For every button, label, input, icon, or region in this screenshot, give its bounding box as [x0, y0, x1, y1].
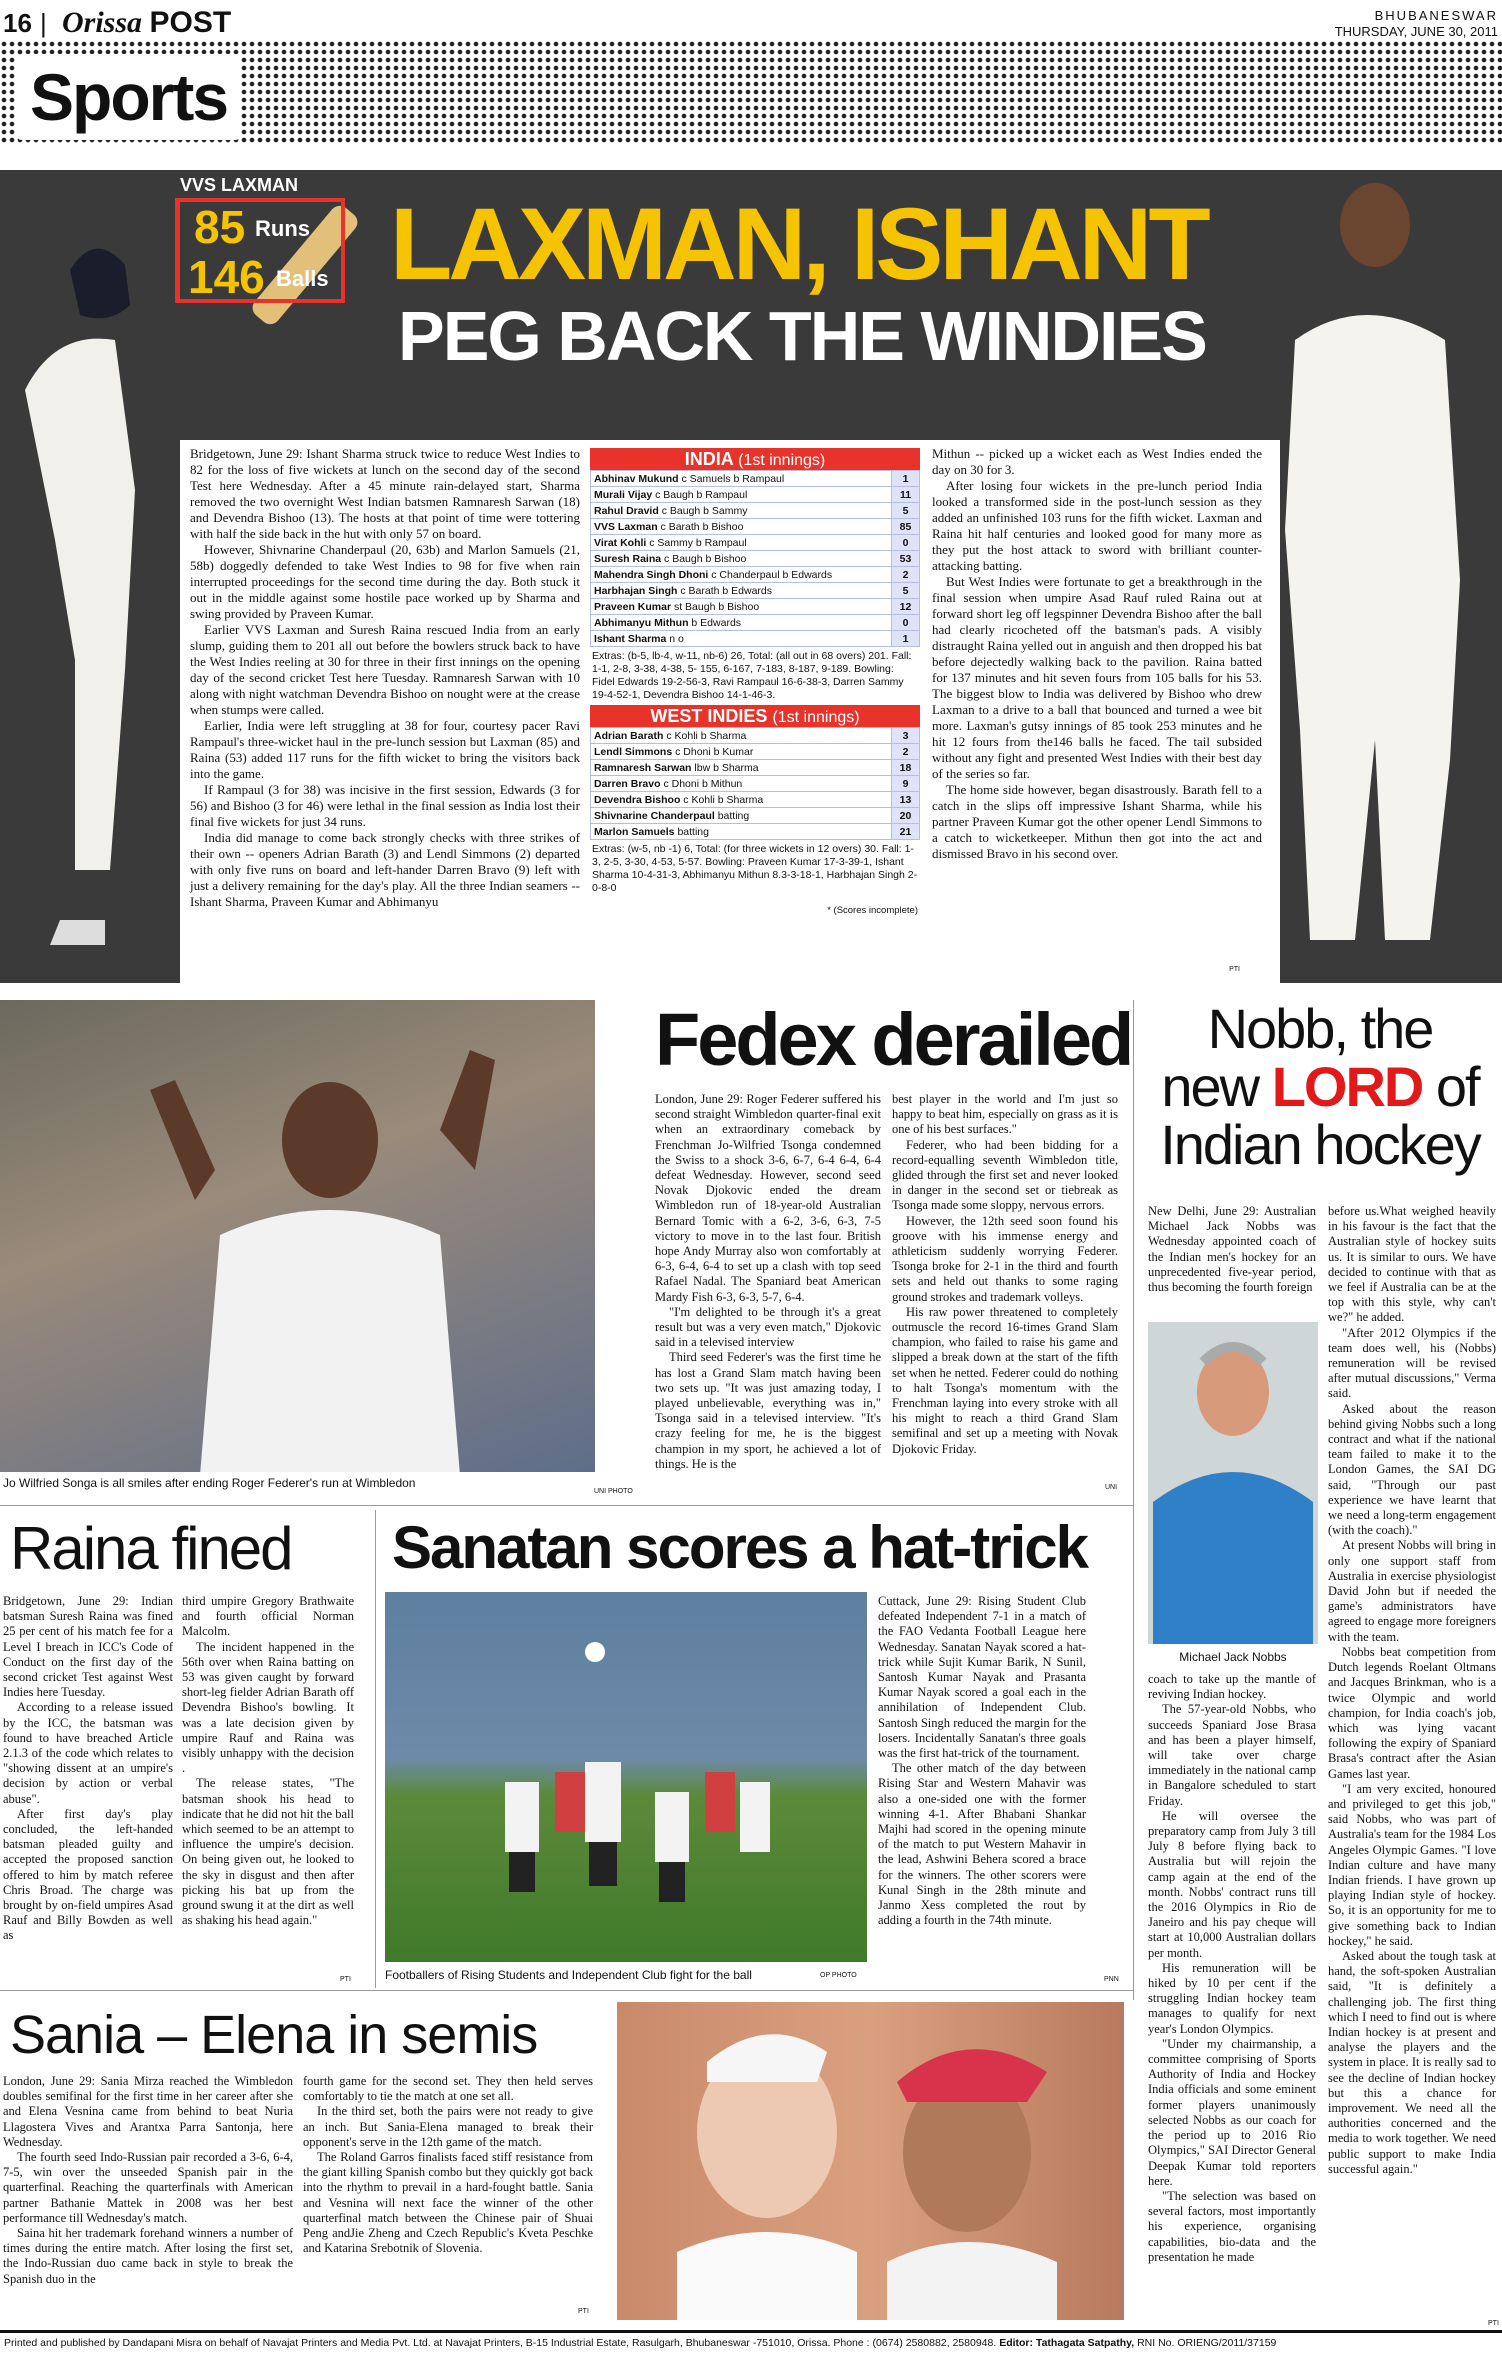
lead-para: If Rampaul (3 for 38) was incisive in the first session, Edwards (3 for 56) and Bishoo (3 for 46) were lethal in the final session as India lost their final five wickets for just 34 runs. [190, 782, 580, 829]
lead-col-1 [190, 446, 580, 910]
india-scorecard-header: INDIA (1st innings) [590, 448, 920, 470]
scorecard-row [591, 728, 920, 744]
header-date: THURSDAY, JUNE 30, 2011 [1334, 24, 1498, 39]
sania-credit: PTI [578, 2308, 589, 2315]
batsman-cell [591, 808, 892, 824]
runs-cell: 53 [892, 551, 920, 567]
nobbs-headline-lord: LORD [1271, 1055, 1423, 1118]
stats-badge [175, 198, 345, 303]
section-title: Sports [16, 54, 241, 140]
batsman-cell [591, 615, 892, 631]
nobbs-para: He will oversee the preparatory camp from July 3 till July 8 before flying back to Australia but will rejoin the camp again at the end of the month. Nobbs' contract runs till the 2016 Olympics in Rio de Janeiro and his pay cheque will start at 10,000 Australian dollars per month. [1148, 1808, 1316, 1960]
dismissal: b Edwards [691, 616, 742, 629]
sanatan-headline: Sanatan scores a hat-trick [392, 1514, 1087, 1581]
nobbs-headline-line-3: Indian hockey [1160, 1113, 1480, 1176]
scores-incomplete-note: * (Scores incomplete) [827, 905, 918, 916]
batsman-name: VVS Laxman [594, 520, 658, 533]
batsman-cell [591, 728, 892, 744]
nobbs-credit: PTI [1488, 2320, 1499, 2327]
runs-cell: 2 [892, 567, 920, 583]
raina-para: After first day's play concluded, the left-handed batsman pleaded guilty and accepted the proposed sanction offered to him by match referee Chris Broad. The charge was brought by on-field umpires Asad Rauf and Billy Bowden as well as [3, 1806, 173, 1943]
scorecard-row [591, 503, 920, 519]
football-photo-credit: OP PHOTO [820, 1972, 857, 1979]
scorecard-row [591, 551, 920, 567]
scorecard-row [591, 471, 920, 487]
runs-cell: 1 [892, 631, 920, 647]
batsman-cell [591, 503, 892, 519]
raina-para: According to a release issued by the ICC, the batsman was found to have breached Article 2.1.3 of the code which relates to "showing dissent at an umpire's decision by action or verbal abuse". [3, 1700, 173, 1806]
dismissal: c Baugh b Bishoo [664, 552, 747, 565]
sanatan-para: The other match of the day between Rising Star and Western Mahavir was also a one-sided one with the former winning 4-1. After Bhabani Shankar Majhi had scored in the opening minute of the match to put Western Mahavir in the lead, Ashwini Behera scored a brace for the winners. The other scorers were Kunal Singh in the 28th minute and Janmo Xess completed the rout by adding a fourth in the 74th minute. [878, 1761, 1086, 1928]
india-scorecard [590, 470, 920, 647]
sania-col-1 [3, 2074, 293, 2287]
nobbs-para: "I am very excited, honoured and privileged to get this job," said Nobbs, who was part of Australia's team for the 1984 Los Angeles Olympic Games. "I love Indian culture and have many Indian friends. I have grown up playing Indian style of hockey. So, it is an opportunity for me to give something back to Indian hockey," he said. [1328, 1781, 1496, 1948]
paper-name-post: POST [149, 6, 232, 39]
paper-name [62, 6, 231, 40]
batsman-cell [591, 567, 892, 583]
nobbs-para: At present Nobbs will bring in only one support staff from Australia in exercise physiologist David John but if needed the game's administrators have agreed to engage more foreigners with the team. [1328, 1538, 1496, 1644]
sania-para: fourth game for the second set. They then held serves comfortably to tie the match at one set all. [303, 2074, 593, 2104]
lead-col-3 [932, 446, 1262, 862]
batsman-name: Shivnarine Chanderpaul [594, 809, 715, 822]
raina-col-1 [3, 1594, 173, 1944]
scorecard-row [591, 567, 920, 583]
dismissal: c Dhoni b Kumar [675, 745, 754, 758]
dismissal: batting [677, 825, 709, 838]
footer-rni: RNI No. ORIENG/2011/37159 [1137, 2337, 1277, 2349]
raina-para: The release states, "The batsman shook his head to indicate that he did not hit the ball which seemed to be an attempt to influence the umpire's decision. On being given out, he looked to the sky in disgust and then after picking his bat up from the ground swung it at the dirt as well as shaking his head again." [182, 1776, 354, 1928]
lead-para: Bridgetown, June 29: Ishant Sharma struck twice to reduce West Indies to 82 for the loss of five wickets at lunch on the second day of the second Test here Wednesday. After a 45 minute rain-delayed start, Sharma removed the two overnight West Indian batsmen Ramnaresh Sarwan (18) and Devendra Bishoo (13). The hosts at that point of time were tottering with half the side back in the hut with only 57 on board. [190, 446, 580, 541]
dismissal: c Baugh b Sammy [661, 504, 748, 517]
ishant-photo [1270, 170, 1500, 980]
fedex-credit: UNI [1105, 1484, 1118, 1491]
runs-cell: 9 [892, 776, 920, 792]
nobbs-para: coach to take up the mantle of reviving Indian hockey. [1148, 1672, 1316, 1702]
raina-col-2 [182, 1594, 354, 1928]
runs-cell: 18 [892, 760, 920, 776]
runs-cell: 0 [892, 615, 920, 631]
dismissal: c Barath b Bishoo [660, 520, 744, 533]
nobbs-para: "The selection was based on several factors, most importantly his experience, organising capabilities, bio-data and the presentation he made [1148, 2188, 1316, 2264]
runs-cell: 12 [892, 599, 920, 615]
batsman-cell [591, 760, 892, 776]
raina-headline: Raina fined [10, 1515, 292, 1582]
batsman-name: Mahendra Singh Dhoni [594, 568, 709, 581]
dismissal: n o [669, 632, 684, 645]
fedex-para: Federer, who had been bidding for a record-equalling seventh Wimbledon title, glided through the first set and never looked in danger in the second set or tiebreak as Tsonga made some sloppy, nervous errors. [892, 1137, 1118, 1213]
batsman-name: Darren Bravo [594, 777, 661, 790]
lead-story [0, 170, 1502, 983]
fedex-para: His raw power threatened to completely outmuscle the record 16-times Grand Slam champion, who failed to raise his game and slipped a break down at the start of the fifth set when he netted. Federer could do nothing to halt Tsonga's momentum with the Frenchman laying into every stroke with all his might to reach a third Grand Slam semifinal and set up a meeting with Novak Djokovic Friday. [892, 1304, 1118, 1456]
batsman-name: Marlon Samuels [594, 825, 675, 838]
lead-para: After losing four wickets in the pre-lunch period India looked a transformed side in the post-lunch session as they added an unfinished 103 runs for the fifth wicket. Laxman and Raina hit half centuries and looked good for many more as they put the host attack to sword with brilliant counter-attacking batting. [932, 478, 1262, 573]
scorecard-row [591, 599, 920, 615]
batsman-name: Abhimanyu Mithun [594, 616, 689, 629]
nobbs-col-2 [1328, 1204, 1496, 2177]
runs-value: 85 [194, 201, 246, 253]
sania-headline: Sania – Elena in semis [10, 2005, 538, 2065]
nobbs-para: before us.What weighed heavily in his favour is the fact that the Australian style of hockey suits us. It is similar to ours. We have decided to continue with that as we feel if Australia can be at the top with this style, why can't we?" he added. [1328, 1204, 1496, 1325]
batsman-name: Lendl Simmons [594, 745, 673, 758]
scorecard [590, 448, 920, 920]
batsman-name: Adrian Barath [594, 729, 664, 742]
nobbs-col-1b [1148, 1672, 1316, 2265]
nobbs-headline-line-2: new LORD of [1161, 1055, 1479, 1118]
batsman-cell [591, 583, 892, 599]
page-number: 16 [3, 8, 32, 38]
balls-value: 146 [188, 251, 265, 303]
nobbs-caption: Michael Jack Nobbs [1179, 1650, 1287, 1664]
dismissal: st Baugh b Bishoo [673, 600, 760, 613]
column-rule [1133, 1000, 1134, 2000]
batsman-cell [591, 535, 892, 551]
scorecard-row [591, 776, 920, 792]
lead-credit: PTI [1229, 966, 1240, 973]
raina-para: Bridgetown, June 29: Indian batsman Suresh Raina was fined 25 per cent of his match fee for a Level I breach in ICC's Code of Conduct on the first day of the second cricket Test against West Indies here Tuesday. [3, 1594, 173, 1700]
raina-credit: PTI [340, 1976, 351, 1983]
batsman-name: Praveen Kumar [594, 600, 672, 613]
lead-headline-1: LAXMAN, ISHANT [390, 187, 1207, 301]
batsman-cell [591, 824, 892, 840]
nobbs-intro: New Delhi, June 29: Australian Michael Jack Nobbs was Wednesday appointed coach of the Indian men's hockey for an unprecedented five-year period, thus becoming the fourth foreign [1148, 1204, 1316, 1295]
raina-para: third umpire Gregory Brathwaite and fourth official Norman Malcolm. [182, 1594, 354, 1639]
batsman-cell [591, 471, 892, 487]
wi-scorecard [590, 727, 920, 840]
badge-name: VVS LAXMAN [180, 175, 299, 195]
runs-label: Runs [255, 216, 310, 241]
fedex-para: Third seed Federer's was the first time he has lost a Grand Slam match having been two sets up. "It was just amazing today, I played unbelievable, everything was in," Tsonga said in a televised interview. "It's crazy feeling for me, he is the biggest champion in my sport, he achieved a lot of things. He is the [655, 1350, 881, 1471]
paper-name-orissa: Orissa [62, 6, 143, 39]
batsman-cell [591, 519, 892, 535]
column-rule [375, 1510, 376, 1988]
dismissal: c Chanderpaul b Edwards [711, 568, 833, 581]
nobbs-para: The 57-year-old Nobbs, who succeeds Spaniard Jose Brasa and has been a player himself, will take over charge immediately in the national camp in Bangalore scheduled to start Friday. [1148, 1702, 1316, 1808]
page-header [0, 0, 1502, 150]
sania-photo [617, 2002, 1124, 2320]
scorecard-row [591, 583, 920, 599]
fedex-col-2 [892, 1092, 1118, 1457]
batsman-name: Abhinav Mukund [594, 472, 679, 485]
sania-para: The Roland Garros finalists faced stiff resistance from the giant killing Spanish combo but they quickly got back into the rhythm to prevail in a hard-fought battle. Sania and Vesnina will next face the winner of the other quarterfinal match between the Chinese pair of Shuai Peng andJie Zheng and Czech Republic's Kveta Peschke and Katarina Srebotnik of Slovenia. [303, 2150, 593, 2256]
tsonga-caption: Jo Wilfried Songa is all smiles after ending Roger Federer's run at Wimbledon [3, 1476, 416, 1490]
wi-extras: Extras: (w-5, nb -1) 6, Total: (for three wickets in 12 overs) 30. Fall: 1-3, 2-5, 3-30, 4-53, 5-57. Bowling: Praveen Kumar 17-3-39-1, Ishant Sharma 10-4-31-3, Abhimanyu Mithun 8.3-3-18-1, Harbhajan Singh 2-0-8-0 [592, 843, 918, 894]
dismissal: c Barath b Edwards [680, 584, 772, 597]
scorecard-row [591, 631, 920, 647]
fedex-para: best player in the world and I'm just so happy to beat him, especially on grass as it is one of his best surfaces." [892, 1092, 1118, 1137]
lead-story-card [180, 440, 1280, 983]
sania-para: The fourth seed Indo-Russian pair recorded a 3-6, 6-4, 7-5, win over the unseeded Spanish pair in the quarterfinal. Reaching the quarterfinals with American partner Bathanie Mattek in 2008 was her best performance till Wednesday's match. [3, 2150, 293, 2225]
scorecard-row [591, 824, 920, 840]
fedex-col-1 [655, 1092, 881, 1472]
sanatan-para: Cuttack, June 29: Rising Student Club defeated Independent 7-1 in a match of the FAO Vedanta Football League here Wednesday. Sanatan Nayak scored a hat-trick while Sujit Kumar Barik, N Sunil, Santosh Kumar Nayak and Prasanta Kumar Nayak scored a goal each in the annihilation of Independent Club. Santosh Singh reduced the margin for the losers. Incidentally Sanatan's three goals was the first hat-trick of the tournament. [878, 1594, 1086, 1761]
scorecard-row [591, 519, 920, 535]
batsman-name: Ramnaresh Sarwan [594, 761, 692, 774]
header-city: BHUBANESWAR [1374, 8, 1498, 23]
runs-cell: 3 [892, 728, 920, 744]
runs-cell: 21 [892, 824, 920, 840]
sania-para: In the third set, both the pairs were not ready to give an inch. But Sania-Elena managed to break their opponent's serve in the 12th game of the match. [303, 2104, 593, 2149]
sanatan-credit: PNN [1104, 1976, 1119, 1983]
lead-para: India did manage to come back strongly checks with three strikes of their own -- openers Adrian Barath (3) and Lendl Simmons (2) departed with only five runs on board and left-hander Darren Bravo (9) left with just a delivery remaining for the day's play. All the three Indian seamers -- Ishant Sharma, Praveen Kumar and Abhimanyu [190, 830, 580, 909]
batsman-cell [591, 631, 892, 647]
nobbs-photo [1148, 1322, 1318, 1644]
scorecard-row [591, 535, 920, 551]
wi-scorecard-header: WEST INDIES (1st innings) [590, 705, 920, 727]
nobbs-headline [1140, 997, 1500, 1176]
section-rule [0, 1990, 1133, 1991]
tsonga-photo-credit: UNI PHOTO [594, 1488, 633, 1495]
runs-cell: 0 [892, 535, 920, 551]
sania-col-2 [303, 2074, 593, 2256]
batsman-cell [591, 551, 892, 567]
scorecard-row [591, 760, 920, 776]
dismissal: lbw b Sharma [694, 761, 759, 774]
runs-cell: 13 [892, 792, 920, 808]
runs-cell: 85 [892, 519, 920, 535]
batsman-name: Ishant Sharma [594, 632, 667, 645]
scorecard-row [591, 615, 920, 631]
runs-cell: 5 [892, 503, 920, 519]
batsman-name: Devendra Bishoo [594, 793, 681, 806]
dismissal: c Baugh b Rampaul [655, 488, 748, 501]
section-rule [0, 1505, 1133, 1506]
lead-para: Earlier, India were left struggling at 38 for four, courtesy pacer Ravi Rampaul's three-wicket haul in the pre-lunch session but Laxman (85) and Raina (53) added 117 runs for the fifth wicket to bring the visitors back into the game. [190, 718, 580, 781]
sania-para: Saina hit her trademark forehand winners a number of times during the entire match. After losing the first set, the Indo-Russian duo came back in style to break the Spanish duo in the [3, 2226, 293, 2286]
balls-label: Balls [276, 266, 329, 291]
football-caption: Footballers of Rising Students and Independent Club fight for the ball [385, 1968, 752, 1982]
nobbs-para: Nobbs beat competition from Dutch legends Roelant Oltmans and Jacques Brinkman, who is a twice Olympic and world champion, for India coach's job, which was lying vacant following the expiry of Spaniard Brasa's contract after the Asian Games last year. [1328, 1644, 1496, 1781]
batsman-name: Murali Vijay [594, 488, 653, 501]
dismissal: c Kohli b Sharma [683, 793, 764, 806]
sania-para: London, June 29: Sania Mirza reached the Wimbledon doubles semifinal for the first time in her career after she and Elena Vesnina came from behind to beat Nuria Llagostera Vives and Arantxa Parra Santonja, here Wednesday. [3, 2074, 293, 2149]
nobbs-para: "After 2012 Olympics if the team does well, his (Nobbs) remuneration will be revised after mutual discussions," Verma said. [1328, 1325, 1496, 1401]
batsman-cell [591, 487, 892, 503]
scorecard-row [591, 808, 920, 824]
scorecard-row [591, 487, 920, 503]
lead-para: Mithun -- picked up a wicket each as West Indies ended the day on 30 for 3. [932, 446, 1262, 477]
batsman-name: Harbhajan Singh [594, 584, 678, 597]
nobbs-para: Asked about the tough task at hand, the soft-spoken Australian said, "It is definitely a challenging job. The first thing which I need to find out is where Indian hockey is at present and analyse the players and the system in place. It is really sad to see the decline of Indian hockey but this a chance for improvement. We need all the authorities concerned and the media to work together. We need public support to make India successful again." [1328, 1948, 1496, 2176]
nobbs-para: "Under my chairmanship, a committee comprising of Sports Authority of India and Hockey India officials and some eminent former players unanimously selected Nobbs as our coach for the period up to 2016 Rio Olympics," SAI Director General Deepak Kumar told reporters here. [1148, 2036, 1316, 2188]
fedex-para: However, the 12th seed soon found his groove with his immense energy and athleticism suddenly worrying Federer. Tsonga broke for 2-1 in the third and fourth sets and held out thanks to some raging ground strokes and trademark volleys. [892, 1213, 1118, 1304]
dismissal: c Samuels b Rampaul [681, 472, 785, 485]
dismissal: c Dhoni b Mithun [663, 777, 743, 790]
batsman-name: Rahul Dravid [594, 504, 659, 517]
fedex-headline: Fedex derailed [655, 998, 1132, 1081]
dismissal: batting [717, 809, 750, 822]
football-photo [385, 1592, 867, 1962]
nobbs-headline-line-1: Nobb, the [1207, 997, 1433, 1060]
runs-cell: 11 [892, 487, 920, 503]
scorecard-row [591, 792, 920, 808]
nobbs-para: Asked about the reason behind giving Nobbs such a long contract and what if the national team failed to make it to the London Games, the SAI DG said, "Through our past experience we have learnt that we need a long-term engagement (with the coach)." [1328, 1401, 1496, 1538]
batsman-cell [591, 599, 892, 615]
header-separator: | [40, 8, 47, 38]
fedex-para: "I'm delighted to be through it's a great result but was a very even match," Djokovic said in a televised interview [655, 1304, 881, 1350]
batsman-name: Suresh Raina [594, 552, 662, 565]
footer-imprint: Printed and published by Dandapani Misra on behalf of Navajat Printers and Media Pvt. Ltd. at Navajat Printers, B-15 Industrial Estate, Rasulgarh, Bhubaneswar -751010, Orissa. Phone : (0674) 2580882, 2580948. [4, 2337, 997, 2349]
lead-para: But West Indies were fortunate to get a breakthrough in the final session when umpire Asad Rauf ruled Raina out at forward short leg off legspinner Devendra Bishoo after the ball had clearly ricocheted off the batsman's pads. A visibly distraught Raina yelled out in anguish and then dropped his bat before dejectedly walking back to the pavilion. Raina batted for 137 minutes and hit seven fours from 105 balls for his 53. The biggest blow to India was delivered by Bishoo who drew Laxman to a drive to a ball that bounced and turned a wee bit more. Laxman's gutsy innings of 85 took 253 minutes and he hit 12 fours from the146 balls he faced. The tail subsided without any fight and presented West Indies with their best day of the series so far. [932, 574, 1262, 781]
dismissal: c Kohli b Sharma [666, 729, 747, 742]
runs-cell: 20 [892, 808, 920, 824]
runs-cell: 1 [892, 471, 920, 487]
batsman-cell [591, 776, 892, 792]
lead-para: The home side however, began disastrously. Barath fell to a catch in the slips off impressive Ishant Sharma, while his partner Praveen Kumar got the other opener Lendl Simmons to a catch to wicketkeeper. Mithun then got into the act and dismissed Bravo in his second over. [932, 782, 1262, 861]
scorecard-row [591, 744, 920, 760]
lead-para: However, Shivnarine Chanderpaul (20, 63b) and Marlon Samuels (21, 58b) doggedly defended to take West Indies to 98 for five when rain interrupted proceedings for the second time during the day. Both stuck it out in the middle against some hostile pace worked up by Sharma and swing provided by Praveen Kumar. [190, 542, 580, 621]
batsman-cell [591, 744, 892, 760]
tsonga-photo [0, 1000, 595, 1472]
fedex-para: London, June 29: Roger Federer suffered his second straight Wimbledon quarter-final exit when an extraordinary comeback by Frenchman Jo-Wilfried Tsonga condemned the Swiss to a shock 3-6, 6-7, 6-4 6-4, 6-4 defeat Wednesday. However, second seed Novak Djokovic ended the dream Wimbledon run of 18-year-old Australian Bernard Tomic with a 6-2, 3-6, 6-3, 7-5 victory to move in to the last four. British hope Andy Murray also won comfortably at 6-3, 6-4, 6-4 to set up a clash with top seed Rafael Nadal. The Spaniard beat American Mardy Fish 6-3, 6-3, 5-7, 6-4. [655, 1092, 881, 1304]
lead-para: Earlier VVS Laxman and Suresh Raina rescued India from an early slump, guiding them to 201 all out before the bowlers struck back to have the West Indies reeling at 30 for three in their first innings on the opening day of the second cricket Test here Tuesday. Ramnaresh Sarwan with 10 along with night watchman Devendra Bishoo on nought were at the crease when stumps were called. [190, 622, 580, 717]
runs-cell: 5 [892, 583, 920, 599]
nobbs-para: His remuneration will be hiked by 10 per cent if the struggling Indian hockey team manages to qualify for next year's London Olympics. [1148, 1960, 1316, 2036]
lead-headline-2: PEG BACK THE WINDIES [398, 297, 1206, 375]
runs-cell: 2 [892, 744, 920, 760]
batsman-cell [591, 792, 892, 808]
laxman-photo [10, 200, 185, 980]
raina-para: The incident happened in the 56th over when Raina batting on 53 was given caught by forward short-leg fielder Adrian Barath off Devendra Bishoo's bowling. It was a late decision given by umpire Rauf and Raina was visibly unhappy with the decision . [182, 1639, 354, 1776]
footer-editor: Editor: Tathagata Satpathy, [999, 2337, 1135, 2349]
dismissal: c Sammy b Rampaul [649, 536, 747, 549]
batsman-name: Virat Kohli [594, 536, 647, 549]
footer-bar [0, 2330, 1502, 2355]
sanatan-body [878, 1594, 1086, 1928]
india-extras: Extras: (b-5, lb-4, w-11, nb-6) 26, Total: (all out in 68 overs) 201. Fall: 1-1, 2-8, 3-38, 4-38, 5- 155, 6-167, 7-183, 8-187, 9-189. Bowling: Fidel Edwards 19-2-56-3, Ravi Rampaul 16-6-38-3, Darren Sammy 19-4-52-1, Devendra Bishoo 14-1-46-3. [592, 650, 912, 701]
